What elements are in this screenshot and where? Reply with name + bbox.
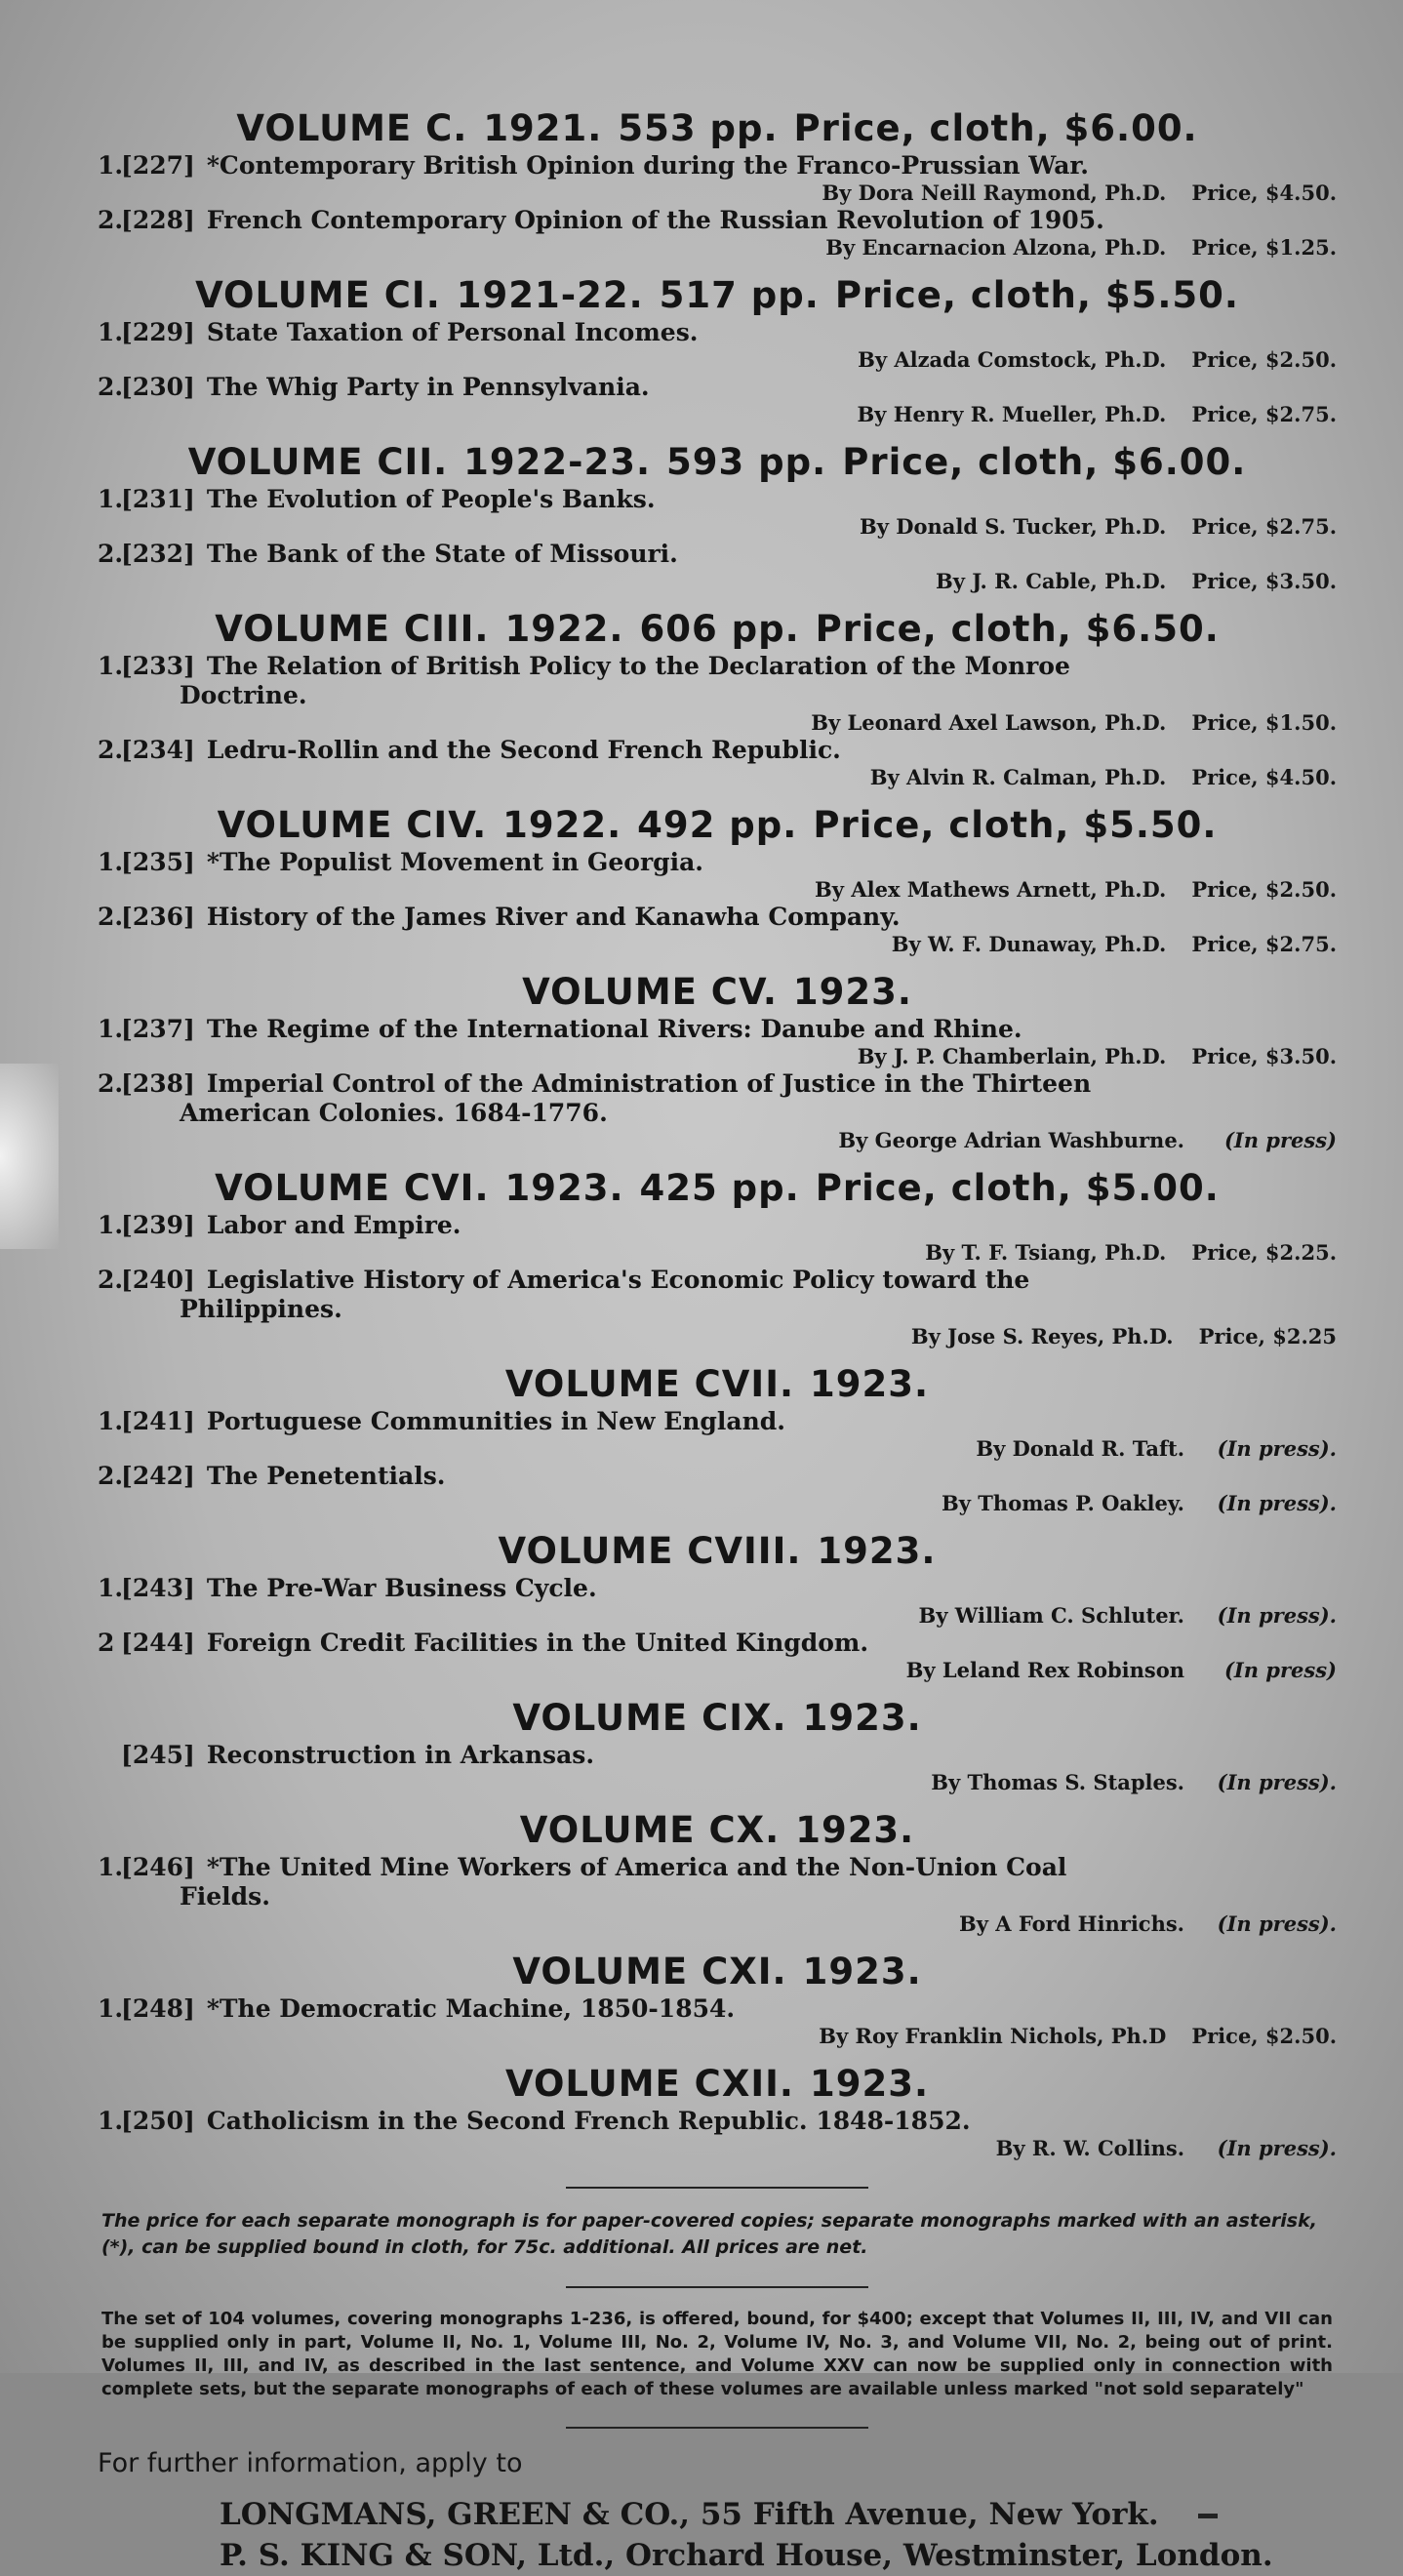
author-line (98, 1324, 1337, 1349)
volume-pages: 606 pp. (639, 608, 800, 650)
entry-number: 2. (98, 736, 124, 764)
volume-name: VOLUME CXII. (504, 2063, 794, 2105)
author-line (98, 569, 1337, 594)
price-note: The price for each separate monograph is for paper-covered copies; separate monographs marked with an asterisk, (*), can be supplied bound in cloth, for 75c. additional. All prices are net. (101, 2210, 1317, 2258)
volume-name: VOLUME CVII. (504, 1363, 795, 1405)
author-line (98, 235, 1337, 261)
author-line (98, 1128, 1337, 1153)
author-name: By Dora Neill Raymond, Ph.D. (822, 181, 1167, 205)
volume-pages: 553 pp. (618, 107, 779, 149)
monograph-entry (98, 206, 1337, 261)
monograph-id: [237] (121, 1015, 195, 1043)
monograph-title: The Pre-War Business Cycle. (206, 1574, 597, 1602)
monograph-price: Price, $1.50. (1191, 710, 1337, 735)
publisher-line (98, 2535, 1337, 2576)
monograph-title: The Penetentials. (206, 1462, 446, 1490)
author-line (98, 765, 1337, 790)
monograph-title: Foreign Credit Facilities in the United Kingdom. (206, 1629, 869, 1657)
author-name: By Donald R. Taft. (976, 1436, 1184, 1461)
monograph-entry (98, 1211, 1337, 1266)
author-line (98, 1491, 1337, 1516)
author-line (98, 1658, 1337, 1683)
monograph-price: Price, $4.50. (1191, 181, 1337, 205)
monograph-price: (In press) (1223, 1128, 1337, 1152)
monograph-id: [244] (121, 1629, 195, 1657)
monograph-price: (In press). (1217, 1770, 1337, 1794)
author-line (98, 1240, 1337, 1266)
monograph-price: Price, $2.25. (1191, 1240, 1337, 1265)
volume-price: Price, cloth, $6.00. (842, 441, 1247, 483)
author-line (98, 402, 1337, 427)
volume-year: 1921-22. (456, 274, 644, 316)
author-name: By William C. Schluter. (918, 1603, 1184, 1628)
volume-year: 1922-23. (463, 441, 652, 483)
monograph-id: [243] (121, 1574, 195, 1602)
author-name: By Thomas S. Staples. (931, 1770, 1184, 1794)
monograph-id: [232] (121, 540, 195, 568)
author-name: By T. F. Tsiang, Ph.D. (925, 1240, 1167, 1265)
volume-price: Price, cloth, $6.00. (793, 107, 1198, 149)
entry-number: 2. (98, 1462, 124, 1490)
monograph-entry (98, 1741, 1337, 1795)
volume-year: 1923. (817, 1530, 937, 1572)
monograph-price: Price, $3.50. (1191, 1044, 1337, 1068)
volume-heading (98, 441, 1337, 483)
monograph-id: [235] (121, 848, 195, 876)
monograph-title: *Contemporary British Opinion during the Franco-Prussian War. (206, 151, 1089, 180)
volume-year: 1923. (802, 1951, 922, 1992)
monograph-entry (98, 2107, 1337, 2161)
entry-number: 2. (98, 1069, 124, 1098)
monograph-id: [250] (121, 2107, 195, 2135)
author-name: By A Ford Hinrichs. (958, 1912, 1184, 1936)
monograph-price: Price, $2.75. (1191, 514, 1337, 539)
volume-name: VOLUME CIV. (217, 804, 488, 846)
entry-number: 1. (98, 1015, 124, 1043)
divider (566, 2427, 868, 2429)
author-name: By Leland Rex Robinson (905, 1658, 1184, 1682)
monograph-entry (98, 1015, 1337, 1069)
author-name: By W. F. Dunaway, Ph.D. (891, 932, 1167, 956)
monograph-title-cont: Doctrine. (180, 681, 307, 709)
monograph-entry (98, 652, 1337, 736)
monograph-price: (In press). (1217, 1491, 1337, 1515)
volume-name: VOLUME CVI. (215, 1167, 490, 1209)
volume-name: VOLUME CIII. (215, 608, 490, 650)
entry-number: 2. (98, 206, 124, 234)
volume-pages: 425 pp. (639, 1167, 800, 1209)
entry-number: 2. (98, 903, 124, 931)
volume-heading (98, 1363, 1337, 1405)
further-info: For further information, apply to (98, 2448, 523, 2478)
monograph-title: Ledru-Rollin and the Second French Republic. (206, 736, 841, 764)
monograph-price: (In press). (1217, 1436, 1337, 1461)
author-name: By R. W. Collins. (995, 2136, 1184, 2160)
author-name: By Jose S. Reyes, Ph.D. (910, 1324, 1174, 1348)
author-name: By Roy Franklin Nichols, Ph.D (819, 2024, 1167, 2048)
volume-year: 1923. (795, 1809, 915, 1851)
entry-number: 1. (98, 318, 124, 346)
entry-number: 1. (98, 1211, 124, 1239)
monograph-title: Reconstruction in Arkansas. (206, 1741, 595, 1769)
monograph-title: Legislative History of America's Economic Policy toward the (206, 1266, 1030, 1294)
author-name: By Encarnacion Alzona, Ph.D. (825, 235, 1167, 260)
author-name: By Alvin R. Calman, Ph.D. (869, 765, 1167, 789)
monograph-title-cont: Philippines. (180, 1295, 342, 1323)
monograph-id: [236] (121, 903, 195, 931)
volume-heading (98, 274, 1337, 316)
monograph-entry (98, 373, 1337, 427)
monograph-id: [246] (121, 1853, 195, 1881)
author-line (98, 1770, 1337, 1795)
author-line (98, 2024, 1337, 2049)
volume-heading (98, 971, 1337, 1013)
author-name: By Henry R. Mueller, Ph.D. (857, 402, 1167, 426)
volume-heading (98, 608, 1337, 650)
volume-year: 1923. (504, 1167, 624, 1209)
volume-price: Price, cloth, $6.50. (815, 608, 1220, 650)
monograph-price: (In press). (1217, 1912, 1337, 1936)
author-name: By Thomas P. Oakley. (942, 1491, 1184, 1515)
author-name: By Donald S. Tucker, Ph.D. (859, 514, 1167, 539)
volume-name: VOLUME CIX. (512, 1697, 787, 1739)
monograph-title: History of the James River and Kanawha Company. (206, 903, 901, 931)
entry-number: 1. (98, 485, 124, 513)
monograph-entry (98, 1462, 1337, 1516)
volume-heading (98, 107, 1337, 149)
monograph-id: [241] (121, 1407, 195, 1435)
monograph-id: [248] (121, 1994, 195, 2023)
author-name: By George Adrian Washburne. (838, 1128, 1184, 1152)
monograph-entry (98, 903, 1337, 957)
monograph-title: Portuguese Communities in New England. (206, 1407, 785, 1435)
volume-pages: 593 pp. (666, 441, 827, 483)
monograph-title: Labor and Empire. (206, 1211, 461, 1239)
volume-year: 1923. (792, 971, 912, 1013)
monograph-id: [228] (121, 206, 195, 234)
monograph-title: Catholicism in the Second French Republic. 1848-1852. (206, 2107, 971, 2135)
author-line (98, 710, 1337, 736)
author-line (98, 514, 1337, 540)
dash-icon (1198, 2514, 1218, 2518)
volume-year: 1923. (809, 2063, 930, 2105)
monograph-price: Price, $2.75. (1191, 402, 1337, 426)
volume-heading (98, 1697, 1337, 1739)
monograph-title: *The Populist Movement in Georgia. (206, 848, 704, 876)
monograph-id: [242] (121, 1462, 195, 1490)
publisher-name: P. S. KING & SON, Ltd., Orchard House, Westminster, London. (220, 2538, 1273, 2573)
monograph-title-cont: Fields. (180, 1882, 270, 1911)
volume-pages: 492 pp. (637, 804, 798, 846)
entry-number: 2. (98, 373, 124, 401)
monograph-id: [240] (121, 1266, 195, 1294)
monograph-title: French Contemporary Opinion of the Russian Revolution of 1905. (206, 206, 1104, 234)
volume-heading (98, 1167, 1337, 1209)
monograph-id: [245] (121, 1741, 195, 1769)
volume-heading (98, 804, 1337, 846)
monograph-price: (In press) (1223, 1658, 1337, 1682)
monograph-id: [238] (121, 1069, 195, 1098)
volume-price: Price, cloth, $5.50. (813, 804, 1218, 846)
author-line (98, 877, 1337, 903)
volume-year: 1921. (483, 107, 603, 149)
volume-year: 1923. (810, 1363, 930, 1405)
monograph-entry (98, 1853, 1337, 1937)
monograph-id: [233] (121, 652, 195, 680)
volume-name: VOLUME CX. (519, 1809, 781, 1851)
monograph-entry (98, 736, 1337, 790)
monograph-id: [229] (121, 318, 195, 346)
volume-name: VOLUME CII. (187, 441, 449, 483)
monograph-entry (98, 1266, 1337, 1349)
entry-number: 2. (98, 540, 124, 568)
monograph-id: [230] (121, 373, 195, 401)
monograph-price: Price, $2.50. (1191, 2024, 1337, 2048)
monograph-entry (98, 1994, 1337, 2049)
monograph-price: (In press). (1217, 2136, 1337, 2160)
author-line (98, 1436, 1337, 1462)
publisher-line (98, 2494, 1337, 2535)
monograph-entry (98, 1407, 1337, 1462)
volume-name: VOLUME CI. (195, 274, 441, 316)
monograph-entry (98, 540, 1337, 594)
volume-heading (98, 1951, 1337, 1992)
monograph-title: *The Democratic Machine, 1850-1854. (206, 1994, 736, 2023)
author-line (98, 932, 1337, 957)
volume-name: VOLUME CXI. (512, 1951, 787, 1992)
monograph-price: (In press). (1217, 1603, 1337, 1628)
author-line (98, 1912, 1337, 1937)
author-line (98, 1044, 1337, 1069)
volume-heading (98, 1530, 1337, 1572)
monograph-id: [234] (121, 736, 195, 764)
divider (566, 2187, 868, 2189)
author-line (98, 347, 1337, 373)
volume-price: Price, cloth, $5.50. (834, 274, 1239, 316)
author-name: By Alzada Comstock, Ph.D. (858, 347, 1167, 372)
monograph-id: [227] (121, 151, 195, 180)
author-name: By J. P. Chamberlain, Ph.D. (857, 1044, 1167, 1068)
entry-number: 1. (98, 1853, 124, 1881)
monograph-id: [231] (121, 485, 195, 513)
monograph-title: The Regime of the International Rivers: Danube and Rhine. (206, 1015, 1022, 1043)
entry-number: 1. (98, 151, 124, 180)
author-name: By Leonard Axel Lawson, Ph.D. (811, 710, 1167, 735)
monograph-price: Price, $4.50. (1191, 765, 1337, 789)
page-glare (0, 1064, 59, 1249)
monograph-entry (98, 848, 1337, 903)
volume-heading (98, 2063, 1337, 2105)
author-name: By J. R. Cable, Ph.D. (935, 569, 1167, 593)
monograph-entry (98, 1069, 1337, 1153)
monograph-entry (98, 318, 1337, 373)
monograph-entry (98, 1574, 1337, 1629)
monograph-title: *The United Mine Workers of America and the Non-Union Coal (206, 1853, 1067, 1881)
author-name: By Alex Mathews Arnett, Ph.D. (815, 877, 1167, 902)
monograph-title-cont: American Colonies. 1684-1776. (180, 1099, 608, 1127)
publisher-name: LONGMANS, GREEN & CO., 55 Fifth Avenue, New York. (220, 2497, 1159, 2532)
volume-year: 1922. (504, 608, 624, 650)
monograph-title: State Taxation of Personal Incomes. (206, 318, 699, 346)
set-note: The set of 104 volumes, covering monographs 1-236, is offered, bound, for $400; except that Volumes II, III, IV, and VII can be supplied only in part, Volume II, No. 1, Volume III, No. 2, Volume IV, No. 3, and Volume VII, No. 2, being out of print. Volumes II, III, and IV, as described in the last sentence, and Volume XXV can now be supplied only in connection with complete sets, but the separate monographs of each of these volumes are available unless marked "not sold separately" (101, 2309, 1333, 2399)
monograph-title: The Bank of the State of Missouri. (206, 540, 678, 568)
volume-year: 1923. (802, 1697, 922, 1739)
entry-number: 1. (98, 1407, 124, 1435)
monograph-price: Price, $2.25 (1198, 1324, 1337, 1348)
volume-heading (98, 1809, 1337, 1851)
volume-pages: 517 pp. (659, 274, 820, 316)
author-line (98, 181, 1337, 206)
entry-number: 1. (98, 1574, 124, 1602)
monograph-title: The Relation of British Policy to the Declaration of the Monroe (206, 652, 1070, 680)
volume-list (98, 107, 1337, 2161)
volume-price: Price, cloth, $5.00. (815, 1167, 1220, 1209)
monograph-price: Price, $2.75. (1191, 932, 1337, 956)
monograph-price: Price, $2.50. (1191, 347, 1337, 372)
monograph-entry (98, 485, 1337, 540)
entry-number: 2 (98, 1629, 115, 1657)
volume-name: VOLUME CVIII. (498, 1530, 802, 1572)
entry-number: 1. (98, 848, 124, 876)
entry-number: 2. (98, 1266, 124, 1294)
volume-name: VOLUME CV. (522, 971, 778, 1013)
author-line (98, 2136, 1337, 2161)
volume-name: VOLUME C. (236, 107, 468, 149)
divider (566, 2286, 868, 2288)
monograph-title: The Evolution of People's Banks. (206, 485, 656, 513)
monograph-title: The Whig Party in Pennsylvania. (206, 373, 650, 401)
monograph-id: [239] (121, 1211, 195, 1239)
entry-number: 1. (98, 652, 124, 680)
monograph-title: Imperial Control of the Administration of Justice in the Thirteen (206, 1069, 1092, 1098)
monograph-entry (98, 1629, 1337, 1683)
monograph-price: Price, $2.50. (1191, 877, 1337, 902)
monograph-entry (98, 151, 1337, 206)
monograph-price: Price, $1.25. (1191, 235, 1337, 260)
author-line (98, 1603, 1337, 1629)
entry-number: 1. (98, 2107, 124, 2135)
volume-year: 1922. (502, 804, 622, 846)
monograph-price: Price, $3.50. (1191, 569, 1337, 593)
entry-number: 1. (98, 1994, 124, 2023)
